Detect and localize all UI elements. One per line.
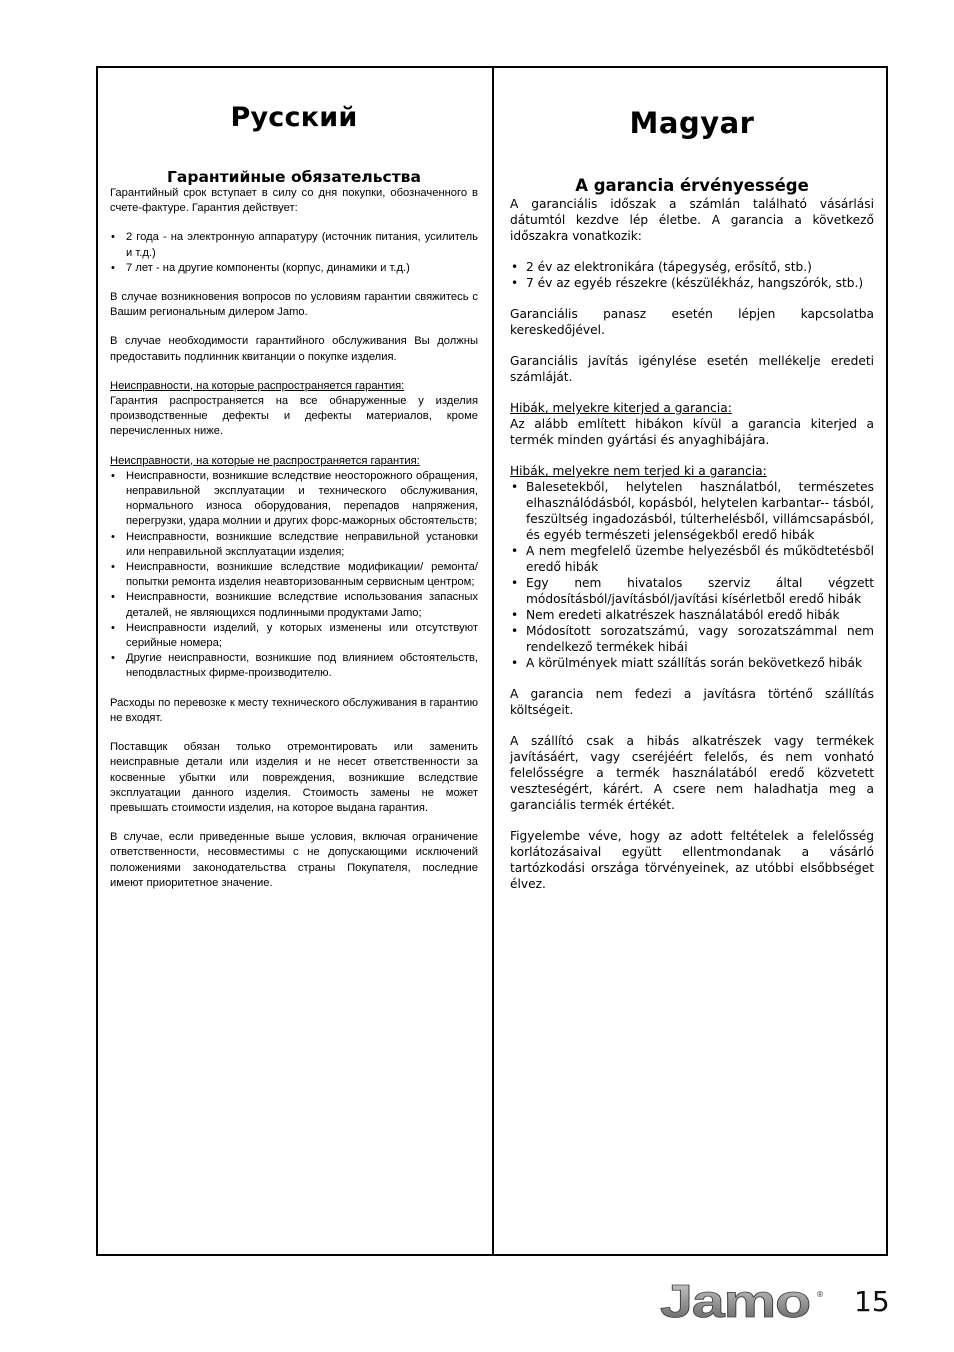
hu-heading: A garancia érvényessége <box>575 176 809 195</box>
list-item: • 2 года - на электронную аппаратуру (источник питания, усилитель и т.д.) <box>110 230 478 260</box>
page-number: 15 <box>854 1285 890 1318</box>
hu-not-covered-heading: Hibák, melyekre nem terjed ki a garancia: <box>510 464 767 478</box>
ru-liability-text: Поставщик обязан только отремонтировать или заменить неисправные детали или изделия и не несет ответственности за косвенные убытки или повреждения, возникшие вследствие эксплуатации данного изделия. Стоимость замены не может превышать стоимости изделия, на которое выдана гарантия. <box>110 741 478 814</box>
hu-transport-text: A garancia nem fedezi a javításra történő szállítás költségeit. <box>510 687 874 717</box>
list-item: • Другие неисправности, возникшие под влиянием обстоятельств, неподвластных фирме-производителю. <box>110 651 478 681</box>
list-item: • A körülmények miatt szállítás során bekövetkező hibák <box>510 655 874 671</box>
ru-receipt-text: В случае необходимости гарантийного обслуживания Вы должны предоставить подлинник квитанции о покупке изделия. <box>110 335 478 363</box>
logo-wordmark: Jamo <box>660 1283 810 1323</box>
jamo-logo <box>658 1283 826 1323</box>
list-item: • Неисправности, возникшие вследствие неправильной установки или неправильной эксплуатации изделия; <box>110 530 478 560</box>
list-item: • Неисправности изделий, у которых изменены или отсутствуют серийные номера; <box>110 621 478 651</box>
list-item: • 7 év az egyéb részekre (készülékház, hangszórók, stb.) <box>510 275 874 291</box>
list-item: • Неисправности, возникшие вследствие неосторожного обращения, неправильной эксплуатации и технического обслуживания, нормального износа оборудования, перепадов напряжения, перегрузки, удара молнии и других форс-мажорных обстоятельств; <box>110 469 478 530</box>
hu-law-text: Figyelembe véve, hogy az adott feltételek a felelősség korlátozásaival együtt ellentmondanak a vásárló tartózkodási országa törvényeinek, az utóbbi elsőbbséget élvez. <box>510 829 874 891</box>
ru-heading: Гарантийные обязательства <box>167 168 421 186</box>
hu-intro: A garanciális időszak a számlán található vásárlási dátumtól kezdve lép életbe. A garancia a következő időszakra vonatkozik: <box>510 197 874 243</box>
hu-terms-list <box>510 259 874 291</box>
hungarian-column <box>494 68 886 1254</box>
two-column-frame <box>96 66 888 1256</box>
ru-transport-text: Расходы по перевозке к месту технического обслуживания в гарантию не входят. <box>110 696 478 724</box>
list-item: • Balesetekből, helytelen használatból, természetes elhasználódásból, kopásból, helytelen karbantar-- tásból, feszültség ingadozásból, túlterhelésből, villámcsapásból, és egyéb természeti jelenségekből eredő hibák <box>510 479 874 543</box>
list-item: • Неисправности, возникшие вследствие использования запасных деталей, не являющихся подлинными продуктами Jamo; <box>110 590 478 620</box>
hu-receipt-text: Garanciális javítás igénylése esetén mellékelje eredeti számláját. <box>510 354 874 384</box>
list-item: • Неисправности, возникшие вследствие модификации/ ремонта/попытки ремонта изделия неавторизованным сервисным центром; <box>110 560 478 590</box>
ru-not-covered-list <box>110 469 478 682</box>
ru-contact-text: В случае возникновения вопросов по условиям гарантии свяжитесь с Вашим региональным дилером Jamo. <box>110 291 478 319</box>
ru-terms-list <box>110 230 478 276</box>
hu-covered-heading: Hibák, melyekre kiterjed a garancia: <box>510 401 732 415</box>
hu-contact-text: Garanciális panasz esetén lépjen kapcsolatba kereskedőjével. <box>510 307 874 337</box>
list-item: • Módosított sorozatszámú, vagy sorozatszámmal nem rendelkező termékek hibái <box>510 623 874 655</box>
ru-intro: Гарантийный срок вступает в силу со дня покупки, обозначенного в счете-фактуре. Гарантия действует: <box>110 187 478 215</box>
ru-covered-text: Гарантия распространяется на все обнаруженные у изделия производственные дефекты и дефекты материалов, кроме перечисленных ниже. <box>110 395 478 438</box>
list-item: • 2 év az elektronikára (tápegység, erősítő, stb.) <box>510 259 874 275</box>
hu-not-covered-list <box>510 479 874 671</box>
ru-covered-heading: Неисправности, на которые распространяется гарантия: <box>110 379 405 392</box>
hu-liability-text: A szállító csak a hibás alkatrészek vagy termékek javításáért, vagy cseréjéért felelős, és nem vonható felelősségre a termék használatából eredő közvetett veszteségért, kárért. A csere nem haladhatja meg a garanciális termék értékét. <box>510 734 874 812</box>
list-item: • A nem megfelelő üzembe helyezésből és működtetésből eredő hibák <box>510 543 874 575</box>
ru-title: Русский <box>230 102 358 133</box>
list-item: • Egy nem hivatalos szerviz által végzett módosításból/javításból/javítási kísérletből eredő hibák <box>510 575 874 607</box>
ru-law-text: В случае, если приведенные выше условия, включая ограничение ответственности, несовместимы с не допускающими исключений положениями законодательства страны Покупателя, последние имеют приоритетное значение. <box>110 831 478 889</box>
list-item: • 7 лет - на другие компоненты (корпус, динамики и т.д.) <box>110 261 478 276</box>
russian-column <box>98 68 494 1254</box>
hu-title: Magyar <box>629 106 755 140</box>
registered-mark-icon: ® <box>816 1290 824 1299</box>
ru-not-covered-heading: Неисправности, на которые не распространяется гарантия: <box>110 454 420 467</box>
hu-covered-text: Az alább említett hibákon kívül a garancia kiterjed a termék minden gyártási és anyaghibájára. <box>510 417 874 447</box>
list-item: • Nem eredeti alkatrészek használatából eredő hibák <box>510 607 874 623</box>
